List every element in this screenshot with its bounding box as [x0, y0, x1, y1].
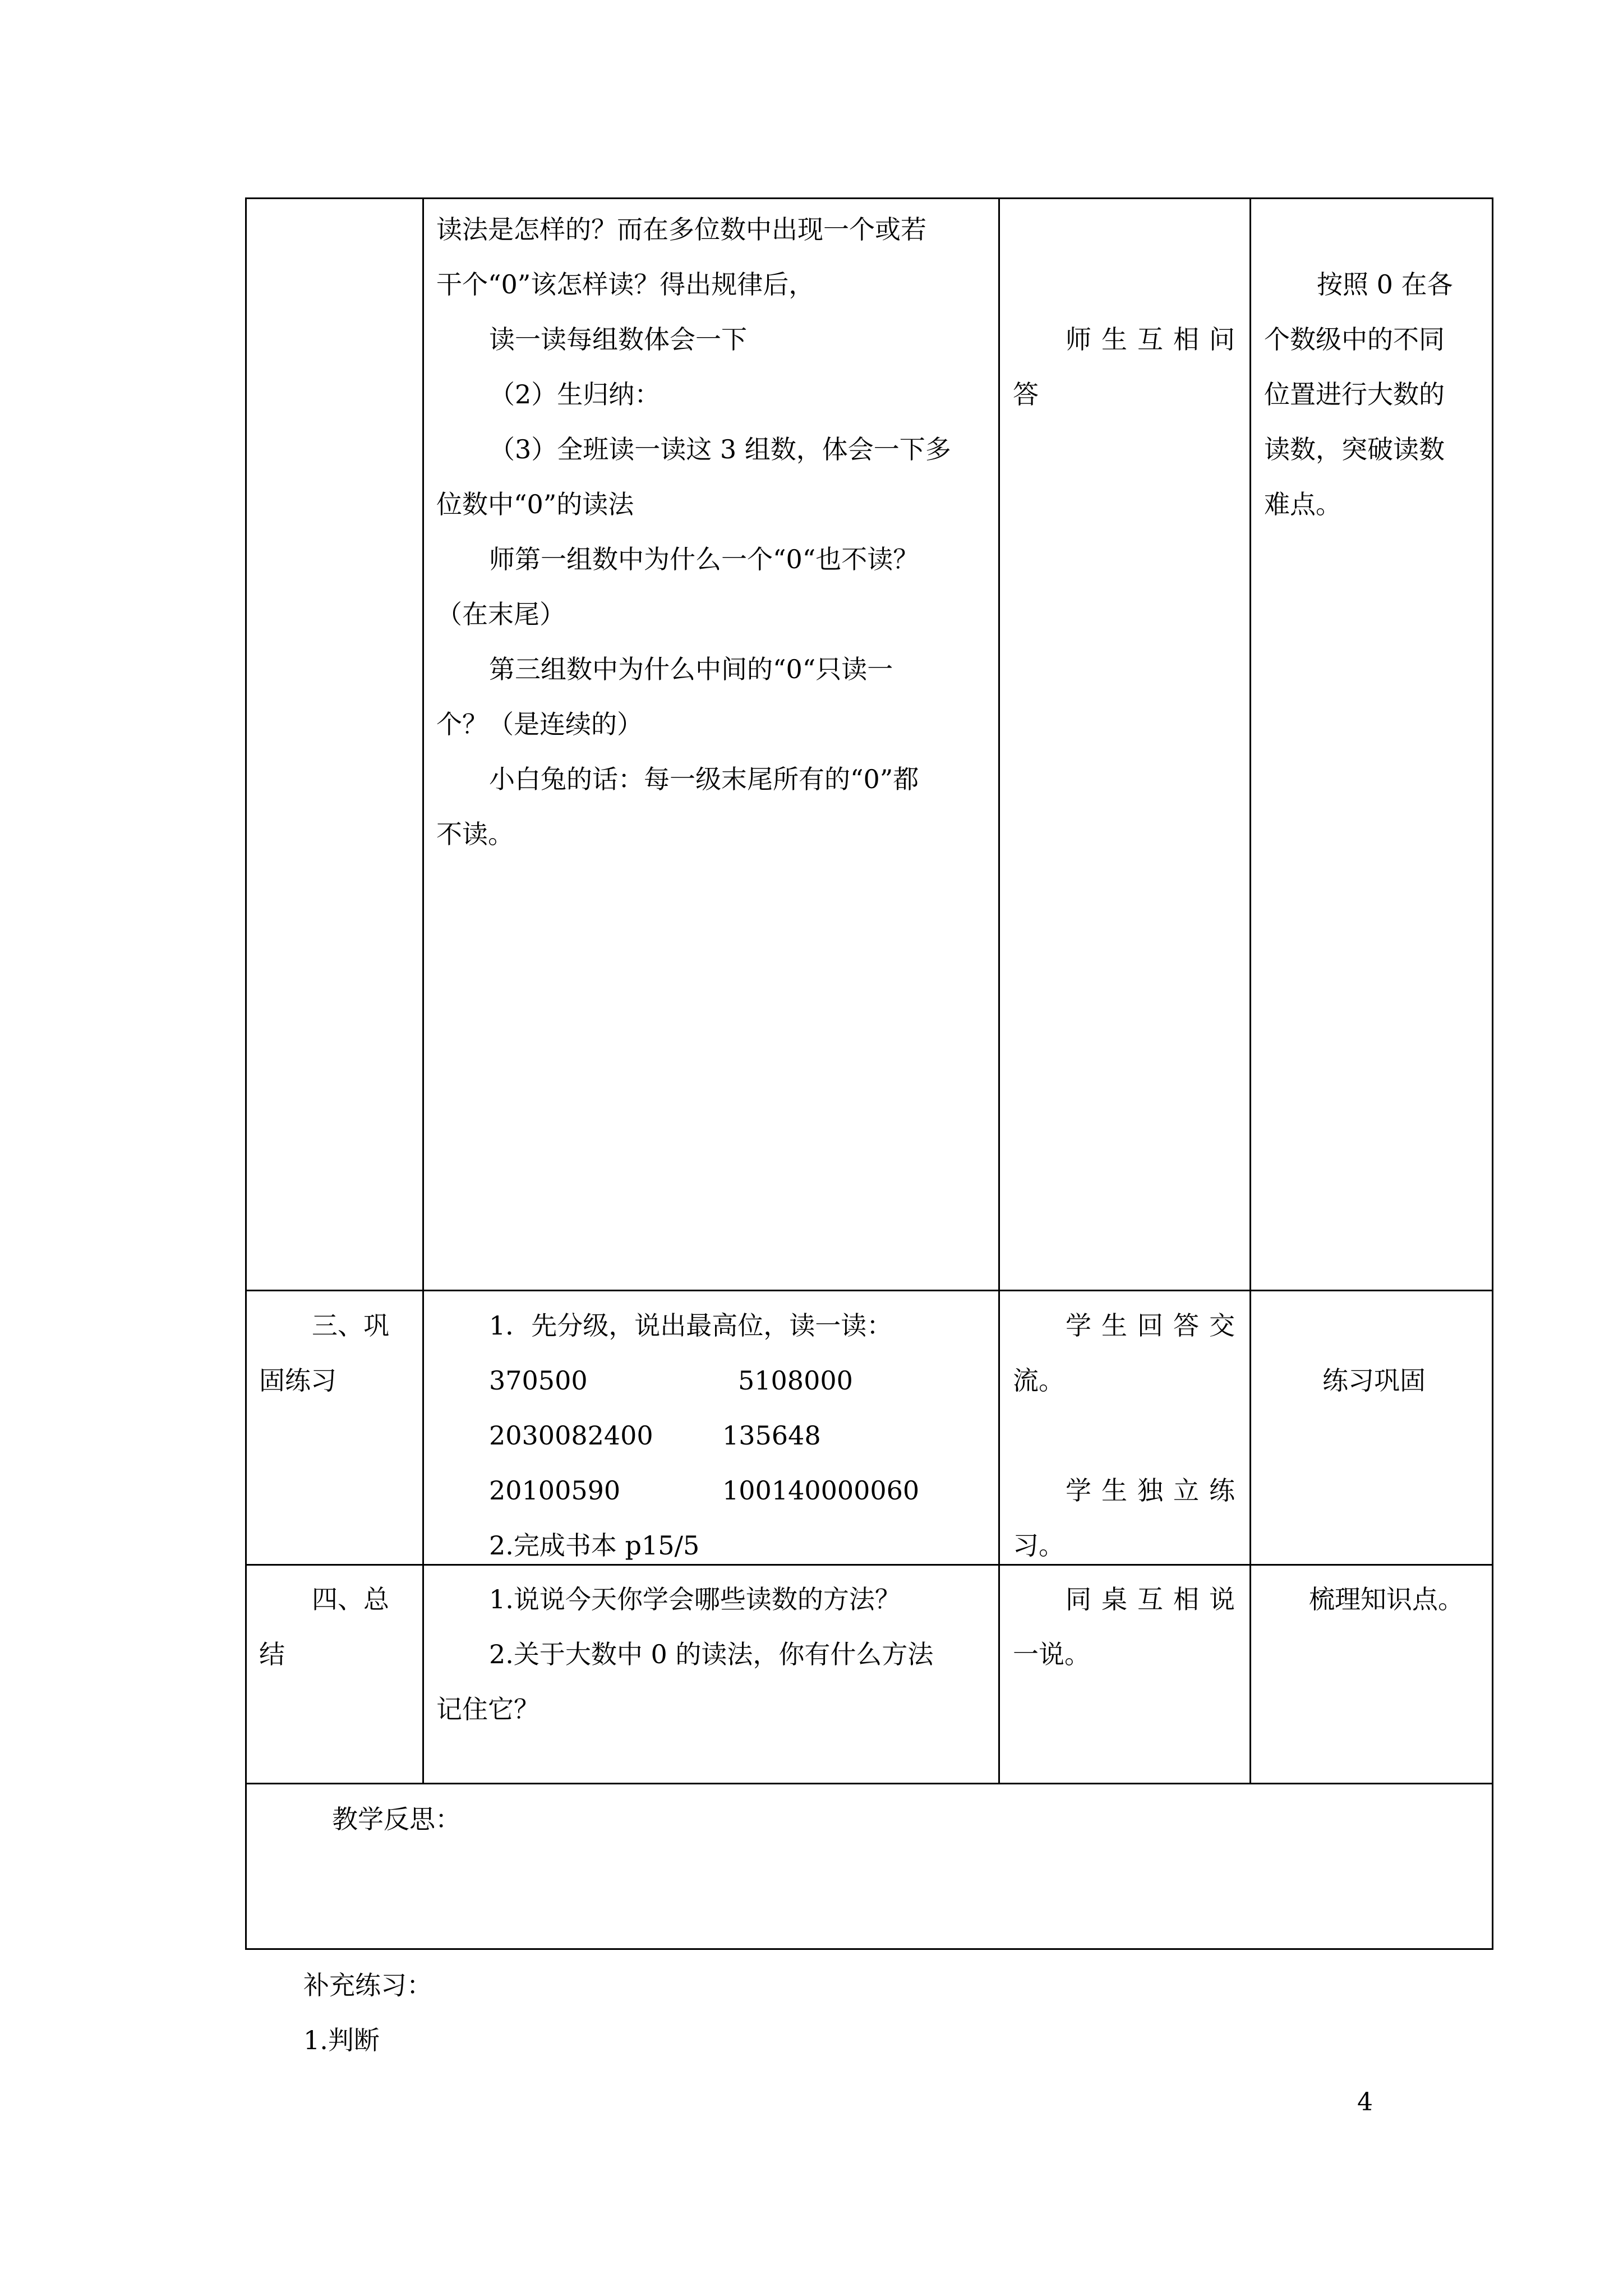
text-line: （3）全班读一读这 3 组数，体会一下多: [489, 434, 951, 464]
stage-label: 四、总: [312, 1584, 389, 1614]
reflection-cell: [259, 1792, 1482, 1847]
text-line: （2）生归纳：: [489, 379, 661, 409]
table-border-col3: [998, 197, 1000, 1784]
reflection-label: 教学反思：: [332, 1804, 461, 1834]
text-line: 位数中“0”的读法: [436, 489, 634, 519]
text-line: 个数级中的不同: [1264, 324, 1445, 355]
number-value: 2030082400: [489, 1420, 653, 1451]
exercise-task: 2.完成书本 p15/5: [489, 1530, 700, 1561]
number-value: 100140000060: [722, 1475, 920, 1506]
row3-stage-cell: [259, 1572, 416, 1682]
text-line: 2.关于大数中 0 的读法，你有什么方法: [489, 1639, 934, 1669]
text-line: 读法是怎样的？而在多位数中出现一个或若: [436, 214, 926, 245]
text-line: 习。: [1013, 1530, 1064, 1561]
text-line: 答: [1013, 379, 1039, 409]
table-border-bottom: [245, 1948, 1493, 1950]
row2-student-cell: [1013, 1298, 1243, 1573]
supplement-item: 1.判断: [303, 2025, 380, 2055]
text-line: 记住它？: [436, 1694, 540, 1724]
row2-stage-cell: [259, 1298, 416, 1408]
text-line: 不读。: [436, 819, 514, 849]
text-line: 师第一组数中为什么一个“0“也不读？: [489, 544, 919, 574]
text-line: 一说。: [1013, 1639, 1090, 1669]
text-line: 读数，突破读数: [1264, 434, 1445, 464]
supplement-section: [245, 1958, 918, 2068]
text-line: 个？（是连续的）: [436, 709, 643, 739]
text-line: 学生回答交: [1066, 1310, 1245, 1341]
row3-student-cell: [1013, 1572, 1243, 1682]
text-line: 小白兔的话：每一级末尾所有的“0”都: [489, 764, 919, 794]
row2-activity-cell: [436, 1298, 992, 1573]
table-border-col4: [1249, 197, 1251, 1784]
row1-activity-cell: [436, 202, 992, 862]
text-line: 干个“0”该怎样读？得出规律后，: [436, 269, 815, 300]
row3-intent-cell: [1264, 1572, 1488, 1627]
table-border-row2: [245, 1290, 1493, 1291]
number-value: 370500: [489, 1365, 588, 1396]
row2-intent-cell: [1264, 1353, 1488, 1408]
text-line: 流。: [1013, 1365, 1064, 1396]
stage-label: 固练习: [259, 1365, 336, 1396]
number-row: [436, 1408, 992, 1463]
row1-intent-cell: [1264, 257, 1488, 532]
text-line: 学生独立练: [1066, 1475, 1245, 1506]
text-line: 练习巩固: [1322, 1365, 1426, 1396]
row3-activity-cell: [436, 1572, 992, 1737]
text-line: 梳理知识点。: [1309, 1584, 1464, 1614]
text-line: 师生互相问: [1066, 324, 1245, 355]
text-line: 读一读每组数体会一下: [489, 324, 747, 355]
number-value: 20100590: [489, 1475, 621, 1506]
table-border-left: [245, 197, 247, 1950]
stage-label: 三、巩: [312, 1310, 389, 1341]
number-row: [436, 1463, 992, 1518]
text-line: 同桌互相说: [1066, 1584, 1245, 1614]
supplement-title: 补充练习：: [303, 1970, 432, 2000]
table-border-col2: [422, 197, 424, 1784]
table-border-top: [245, 197, 1493, 199]
exercise-title: 1．先分级，说出最高位，读一读：: [489, 1310, 893, 1341]
table-border-right: [1492, 197, 1493, 1950]
text-line: 1.说说今天你学会哪些读数的方法？: [489, 1584, 901, 1614]
text-line: 难点。: [1264, 489, 1341, 519]
row1-student-cell: [1013, 312, 1243, 422]
text-line: 第三组数中为什么中间的“0“只读一: [489, 654, 893, 684]
table-border-row4: [245, 1783, 1493, 1784]
text-line: 按照 0 在各: [1317, 269, 1453, 300]
number-value: 5108000: [738, 1365, 853, 1396]
page-number: 4: [1357, 2088, 1373, 2116]
text-line: （在末尾）: [436, 599, 565, 629]
text-line: 位置进行大数的: [1264, 379, 1445, 409]
stage-label: 结: [259, 1639, 285, 1669]
number-row: [436, 1353, 992, 1408]
number-value: 135648: [722, 1420, 821, 1451]
